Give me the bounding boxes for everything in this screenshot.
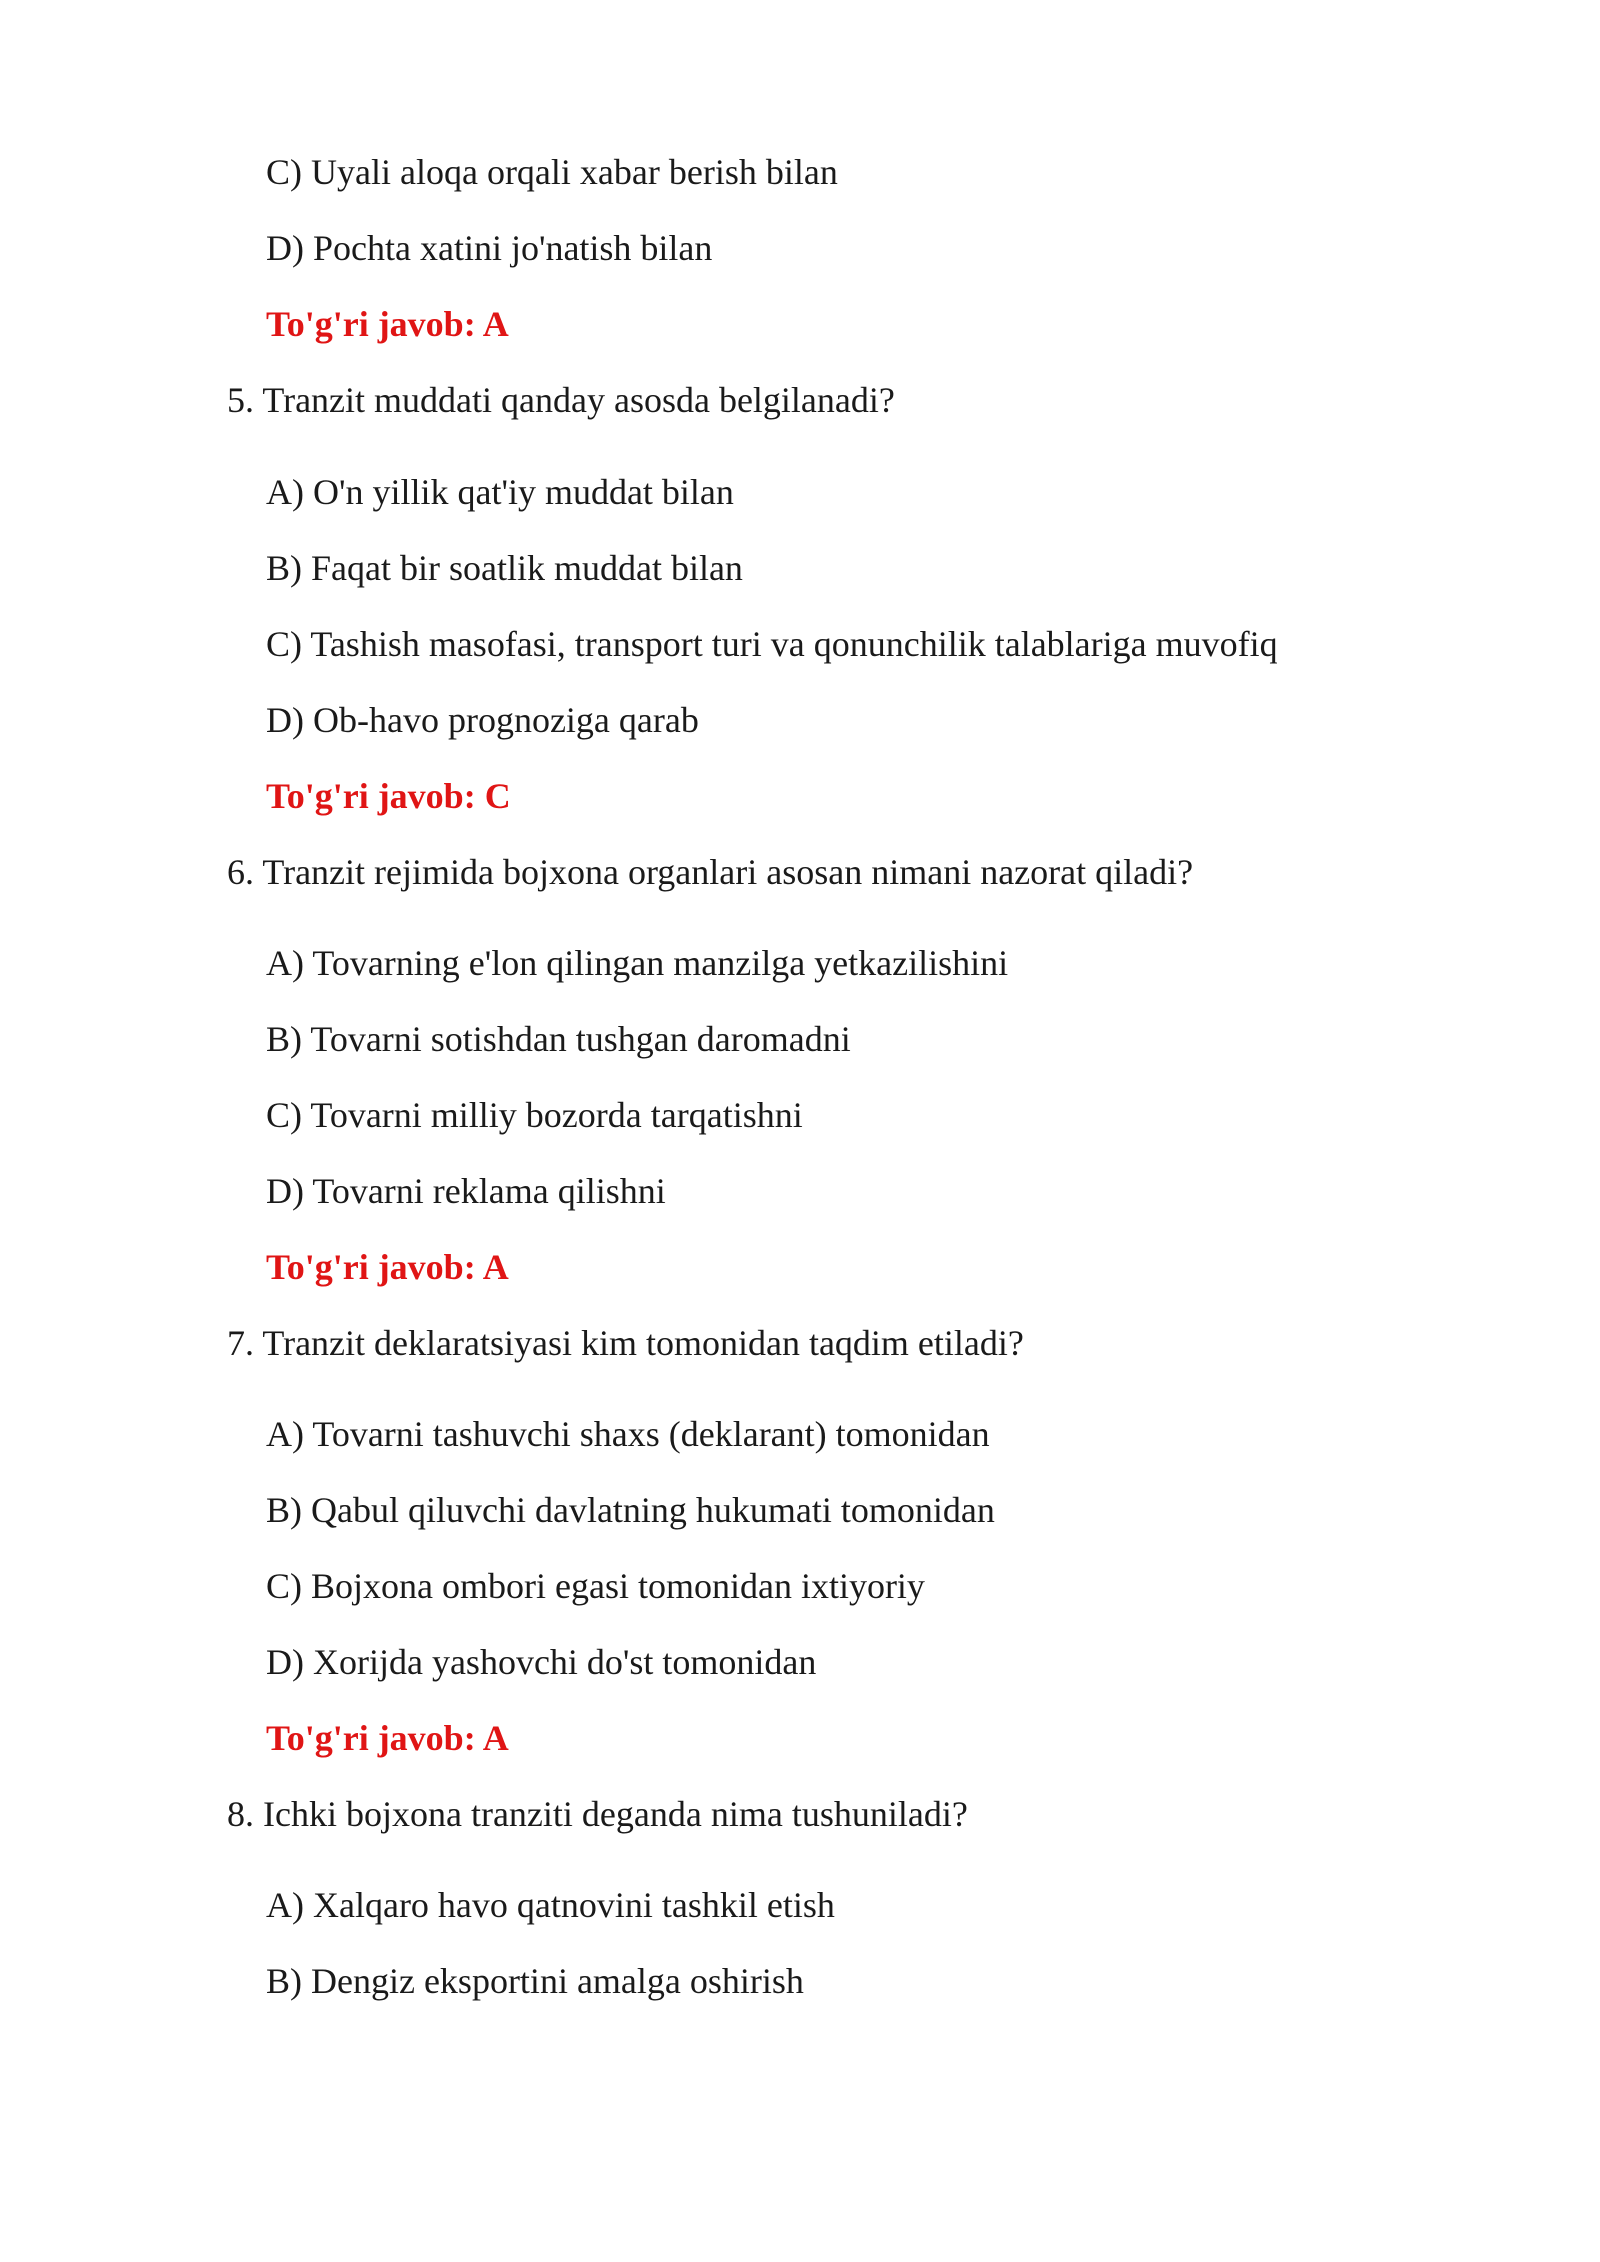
option-line: C) Tovarni milliy bozorda tarqatishni	[266, 1095, 803, 1135]
option-line: A) Xalqaro havo qatnovini tashkil etish	[266, 1885, 835, 1925]
option-line: C) Bojxona ombori egasi tomonidan ixtiyoriy	[266, 1566, 925, 1606]
correct-answer: To'g'ri javob: A	[266, 304, 509, 344]
option-line: B) Qabul qiluvchi davlatning hukumati tomonidan	[266, 1490, 995, 1530]
question-line: 8. Ichki bojxona tranziti deganda nima tushuniladi?	[227, 1794, 968, 1834]
option-line: D) Xorijda yashovchi do'st tomonidan	[266, 1642, 817, 1682]
option-line: B) Faqat bir soatlik muddat bilan	[266, 548, 743, 588]
question-line: 5. Tranzit muddati qanday asosda belgilanadi?	[227, 380, 895, 420]
option-line: A) Tovarning e'lon qilingan manzilga yetkazilishini	[266, 943, 1009, 983]
question-line: 7. Tranzit deklaratsiyasi kim tomonidan taqdim etiladi?	[227, 1323, 1024, 1363]
option-line: C) Uyali aloqa orqali xabar berish bilan	[266, 152, 838, 192]
correct-answer: To'g'ri javob: A	[266, 1718, 509, 1758]
option-line: B) Tovarni sotishdan tushgan daromadni	[266, 1019, 851, 1059]
option-line: A) Tovarni tashuvchi shaxs (deklarant) tomonidan	[266, 1414, 990, 1454]
correct-answer: To'g'ri javob: A	[266, 1247, 509, 1287]
option-line: D) Tovarni reklama qilishni	[266, 1171, 666, 1211]
option-line: A) O'n yillik qat'iy muddat bilan	[266, 472, 734, 512]
option-line: C) Tashish masofasi, transport turi va qonunchilik talablariga muvofiq	[266, 624, 1278, 664]
option-line: D) Pochta xatini jo'natish bilan	[266, 228, 713, 268]
option-line: D) Ob-havo prognoziga qarab	[266, 700, 699, 740]
option-line: B) Dengiz eksportini amalga oshirish	[266, 1961, 804, 2001]
correct-answer: To'g'ri javob: C	[266, 776, 511, 816]
question-line: 6. Tranzit rejimida bojxona organlari asosan nimani nazorat qiladi?	[227, 852, 1194, 892]
